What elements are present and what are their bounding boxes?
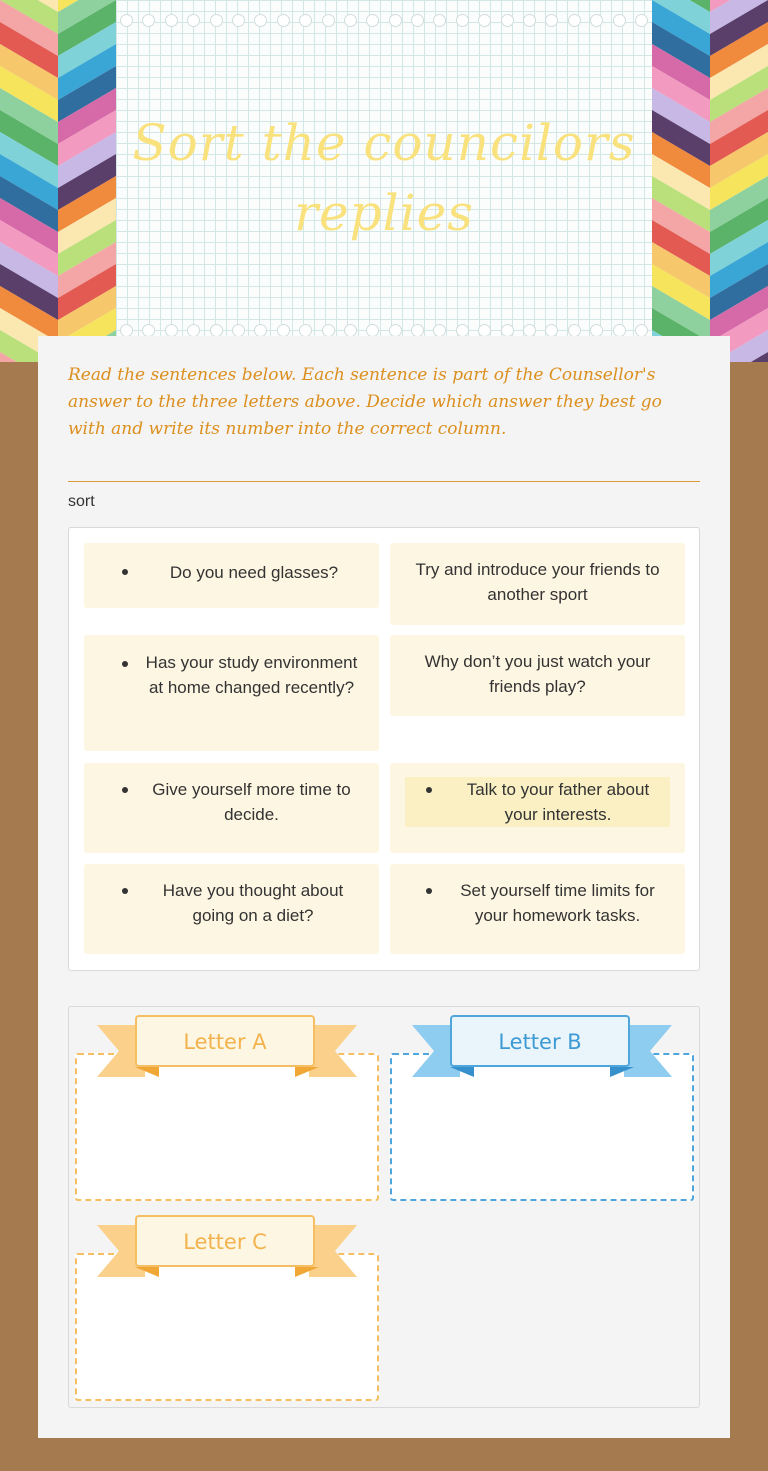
instructions-text: Read the sentences below. Each sentence is part of the Counsellor's answer to the three letters above. Decide which answer they best go with and write its number into the correct column. — [68, 365, 662, 439]
bullet-icon — [122, 661, 128, 667]
sort-label: sort — [68, 493, 95, 510]
sort-item[interactable] — [390, 864, 685, 954]
sort-item-text: Give yourself more time to decide. — [152, 780, 351, 824]
zone-label-letter-a: Letter A — [135, 1015, 315, 1067]
sort-item-text: Set yourself time limits for your homework tasks. — [460, 881, 655, 925]
bullet-icon — [426, 787, 432, 793]
sort-item[interactable] — [84, 543, 379, 608]
page-title: Sort the councilors replies — [132, 114, 636, 242]
sort-item[interactable] — [390, 543, 685, 625]
sort-item-text: Talk to your father about your interests. — [466, 780, 650, 824]
sort-item[interactable] — [84, 763, 379, 853]
bullet-icon — [426, 888, 432, 894]
sort-item[interactable] — [84, 635, 379, 751]
worksheet-card — [38, 336, 730, 1438]
ribbon-letter-a — [97, 1015, 357, 1085]
sort-item[interactable] — [84, 864, 379, 954]
bullet-icon — [122, 888, 128, 894]
bullet-icon — [122, 787, 128, 793]
bullet-icon — [122, 569, 128, 575]
drop-zones-box — [68, 1006, 700, 1408]
sort-item[interactable] — [390, 635, 685, 716]
sort-item-text: Try and introduce your friends to another sport — [415, 560, 660, 604]
sort-item-text: Why don’t you just watch your friends play? — [424, 652, 651, 696]
sort-item-text: Do you need glasses? — [169, 563, 339, 582]
divider — [68, 481, 700, 482]
chevron-pattern-right — [652, 0, 768, 362]
zone-label-letter-c: Letter C — [135, 1215, 315, 1267]
sort-item-highlighted[interactable] — [390, 763, 685, 853]
paper-holes-top — [120, 14, 648, 30]
ribbon-letter-c — [97, 1215, 357, 1285]
sort-item-text: Has your study environment at home changed recently? — [145, 653, 358, 697]
zone-label-letter-b: Letter B — [450, 1015, 630, 1067]
sort-items-box — [68, 527, 700, 971]
ribbon-letter-b — [412, 1015, 672, 1085]
chevron-pattern-left — [0, 0, 116, 362]
sort-item-text: Have you thought about going on a diet? — [162, 881, 344, 925]
